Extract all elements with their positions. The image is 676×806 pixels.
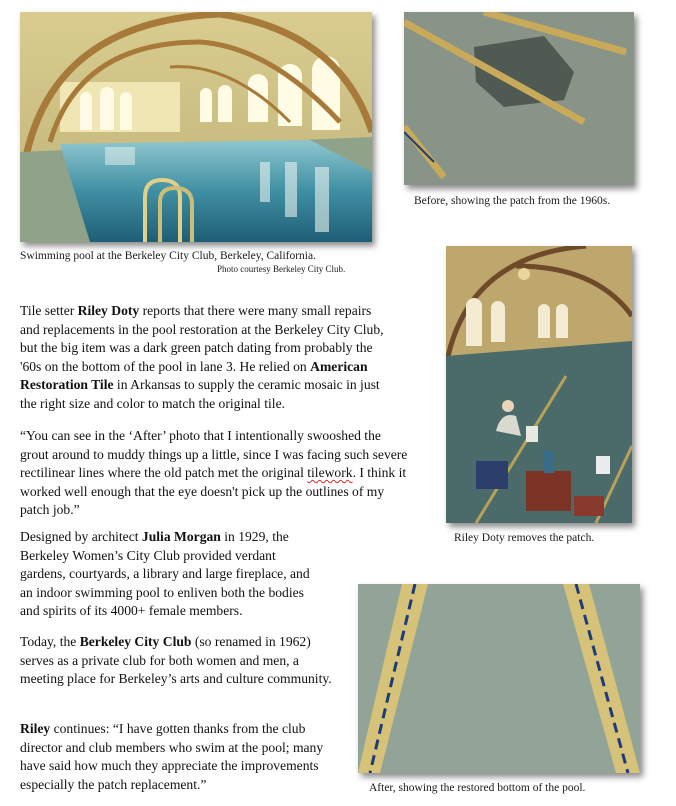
removal-photo-caption: Riley Doty removes the patch.	[454, 532, 595, 544]
pool-photo	[20, 12, 372, 242]
article-paragraph-4: Today, the Berkeley City Club (so renamed in 1962) serves as a private club for both women and men, a meeting place for Berkeley’s arts and culture community.	[20, 634, 332, 686]
pool-photo-credit: Photo courtesy Berkeley City Club.	[217, 264, 346, 274]
article-paragraph-1: Tile setter Riley Doty reports that there were many small repairs and replacements in the pool restoration at the Berkeley City Club, but the big item was a dark green patch dating from probably the '60s on the bottom of the pool in lane 3. He relied on American Restoration Tile in Arkansas to supply the ceramic mosaic in just the right size and color to match the original tile.	[20, 303, 384, 411]
american-restoration-tile-name: American Restoration Tile	[20, 358, 368, 392]
after-photo-caption: After, showing the restored bottom of the pool.	[369, 782, 586, 794]
article-paragraph-3: Designed by architect Julia Morgan in 1929, the Berkeley Women’s City Club provided verdant gardens, courtyards, a library and large fireplace, and an indoor swimming pool to enliven both the bodies and spirits of its 4000+ female members.	[20, 529, 310, 618]
tilework-word: tilework	[307, 465, 353, 480]
article-paragraph-2: “You can see in the ‘After’ photo that I intentionally swooshed the grout around to muddy things up a little, since I was facing such severe rectilinear lines where the old patch met the original tilework. I think it worked well enough that the eye doesn't pick up the outlines of my patch job.”	[20, 428, 408, 517]
after-photo	[358, 584, 640, 773]
before-photo	[404, 12, 634, 185]
article-paragraph-5: Riley continues: “I have gotten thanks from the club director and club members who swim at the pool; many have said how much they appreciate the improvements especially the patch replacement.”	[20, 721, 324, 792]
julia-morgan-name: Julia Morgan	[141, 529, 221, 544]
berkeley-city-club-name: Berkeley City Club	[79, 634, 192, 649]
pool-photo-caption: Swimming pool at the Berkeley City Club, Berkeley, California.	[20, 250, 316, 262]
riley-name: Riley	[20, 721, 51, 736]
removal-photo	[446, 246, 632, 523]
riley-doty-name: Riley Doty	[77, 303, 140, 318]
before-photo-caption: Before, showing the patch from the 1960s.	[414, 195, 611, 207]
